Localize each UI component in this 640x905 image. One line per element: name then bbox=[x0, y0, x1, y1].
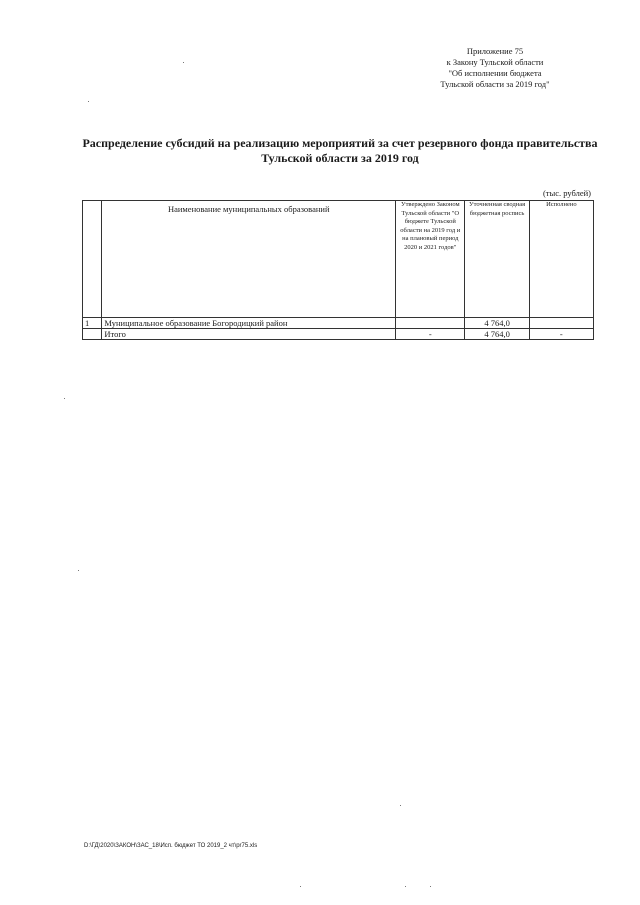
row-refined: 4 764,0 bbox=[465, 318, 529, 329]
appendix-line-3: "Об исполнении бюджета bbox=[448, 68, 542, 78]
row-executed bbox=[529, 318, 593, 329]
header-approved: Утверждено Законом Тульской области "О бюджете Тульской области на 2019 год и на плановый период 2020 и 2021 годов" bbox=[396, 201, 465, 318]
total-refined: 4 764,0 bbox=[465, 329, 529, 340]
row-approved bbox=[396, 318, 465, 329]
header-num bbox=[83, 201, 102, 318]
row-num: 1 bbox=[83, 318, 102, 329]
header-executed: Исполнено bbox=[529, 201, 593, 318]
document-title bbox=[60, 136, 620, 166]
header-name: Наименование муниципальных образований bbox=[102, 201, 396, 318]
scan-speck bbox=[300, 886, 301, 887]
table-row bbox=[83, 318, 594, 329]
appendix-line-1: Приложение 75 bbox=[466, 46, 524, 56]
title-line-1: Распределение субсидий на реализацию мероприятий за счет резервного фонда правительства bbox=[82, 136, 598, 150]
scan-speck bbox=[430, 886, 431, 887]
appendix-note bbox=[400, 46, 590, 90]
scan-speck bbox=[64, 398, 65, 399]
scan-speck bbox=[405, 886, 406, 887]
header-refined: Уточненная сводная бюджетная роспись bbox=[465, 201, 529, 318]
scan-speck bbox=[400, 805, 401, 806]
row-name: Муниципальное образование Богородицкий район bbox=[102, 318, 396, 329]
table-header-row bbox=[83, 201, 594, 318]
table-total-row bbox=[83, 329, 594, 340]
appendix-line-4: Тульской области за 2019 год" bbox=[440, 79, 550, 89]
title-line-2: Тульской области за 2019 год bbox=[261, 151, 419, 165]
units-label: (тыс. рублей) bbox=[542, 188, 591, 198]
subsidy-table bbox=[82, 200, 594, 340]
total-executed: - bbox=[529, 329, 593, 340]
total-num bbox=[83, 329, 102, 340]
total-approved: - bbox=[396, 329, 465, 340]
scan-speck bbox=[183, 62, 184, 63]
file-path-footer: D:\ГД\2020\ЗАКОН\ЗАС_18\Исп. бюджет ТО 2019_2 чт\pr75.xls bbox=[84, 843, 258, 849]
scan-speck bbox=[88, 101, 89, 102]
appendix-line-2: к Закону Тульской области bbox=[446, 57, 544, 67]
total-name: Итого bbox=[102, 329, 396, 340]
scan-speck bbox=[78, 570, 79, 571]
